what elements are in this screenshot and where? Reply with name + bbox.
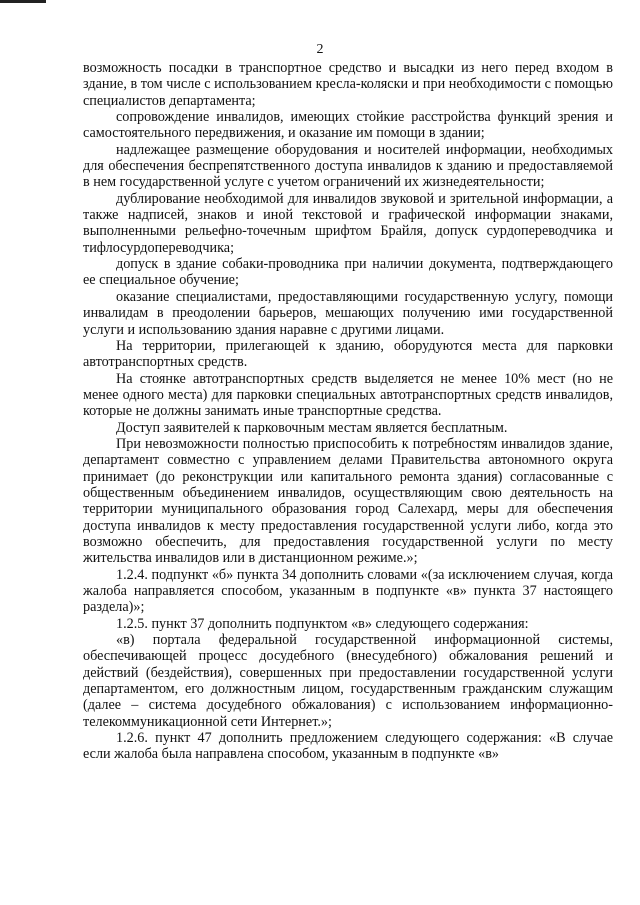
- corner-line-mark: [0, 0, 46, 3]
- paragraph: 1.2.4. подпункт «б» пункта 34 дополнить словами «(за исключением случая, когда жалоба направляется способом, указанным в подпункте «в» пункта 37 настоящего раздела)»;: [83, 566, 613, 616]
- paragraph: «в) портала федеральной государственной информационной системы, обеспечивающей процесс досудебного (внесудебного) обжалования решений и действий (бездействия), совершенных при предоставлении государственной услуги департаментом, его должностным лицом, государственным гражданским служащим (далее – система досудебного обжалования) с использованием информационно-телекоммуникационной сети Интернет.»;: [83, 632, 613, 730]
- paragraph: 1.2.5. пункт 37 дополнить подпунктом «в» следующего содержания:: [116, 615, 529, 632]
- paragraph: надлежащее размещение оборудования и носителей информации, необходимых для обеспечения беспрепятственного доступа инвалидов к зданию и предоставляемой в нем государственной услуге с учетом ограничений их жизнедеятельности;: [83, 141, 613, 191]
- paragraph: допуск в здание собаки-проводника при наличии документа, подтверждающего ее специальное обучение;: [83, 256, 613, 289]
- paragraph: На стоянке автотранспортных средств выделяется не менее 10% мест (но не менее одного места) для парковки специальных автотранспортных средств инвалидов, которые не должны занимать иные транспортные средства.: [83, 370, 613, 420]
- page-number: 2: [316, 42, 324, 57]
- paragraph: возможность посадки в транспортное средство и высадки из него перед входом в здание, в том числе с использованием кресла-коляски и при необходимости с помощью специалистов департамента;: [83, 60, 613, 109]
- paragraph: При невозможности полностью приспособить к потребностям инвалидов здание, департамент совместно с управлением делами Правительства автономного округа принимает (до реконструкции или капитального ремонта здания) согласованные с общественным объединением инвалидов, осуществляющим свою деятельность на территории муниципального образования город Салехард, меры для обеспечения доступа инвалидов к месту предоставления государственной услуги либо, когда это возможно обеспечить, для предоставления государственной услуги по месту жительства инвалидов или в дистанционном режиме.»;: [83, 435, 613, 567]
- paragraph: оказание специалистами, предоставляющими государственную услугу, помощи инвалидам в преодолении барьеров, мешающих получению ими государственной услуги и использованию здания наравне с другими лицами.: [83, 288, 613, 338]
- paragraph: На территории, прилегающей к зданию, оборудуются места для парковки автотранспортных средств.: [83, 337, 613, 371]
- document-body: [83, 60, 613, 763]
- paragraph: сопровождение инвалидов, имеющих стойкие расстройства функций зрения и самостоятельного передвижения, и оказание им помощи в здании;: [83, 109, 613, 142]
- paragraph: Доступ заявителей к парковочным местам является бесплатным.: [116, 419, 508, 436]
- paragraph: 1.2.6. пункт 47 дополнить предложением следующего содержания: «В случае если жалоба была направлена способом, указанным в подпункте «в»: [83, 730, 613, 763]
- paragraph: дублирование необходимой для инвалидов звуковой и зрительной информации, а также надписей, знаков и иной текстовой и графической информации знаками, выполненными рельефно-точечным шрифтом Брайля, допуск сурдопереводчика и тифлосурдопереводчика;: [83, 190, 613, 256]
